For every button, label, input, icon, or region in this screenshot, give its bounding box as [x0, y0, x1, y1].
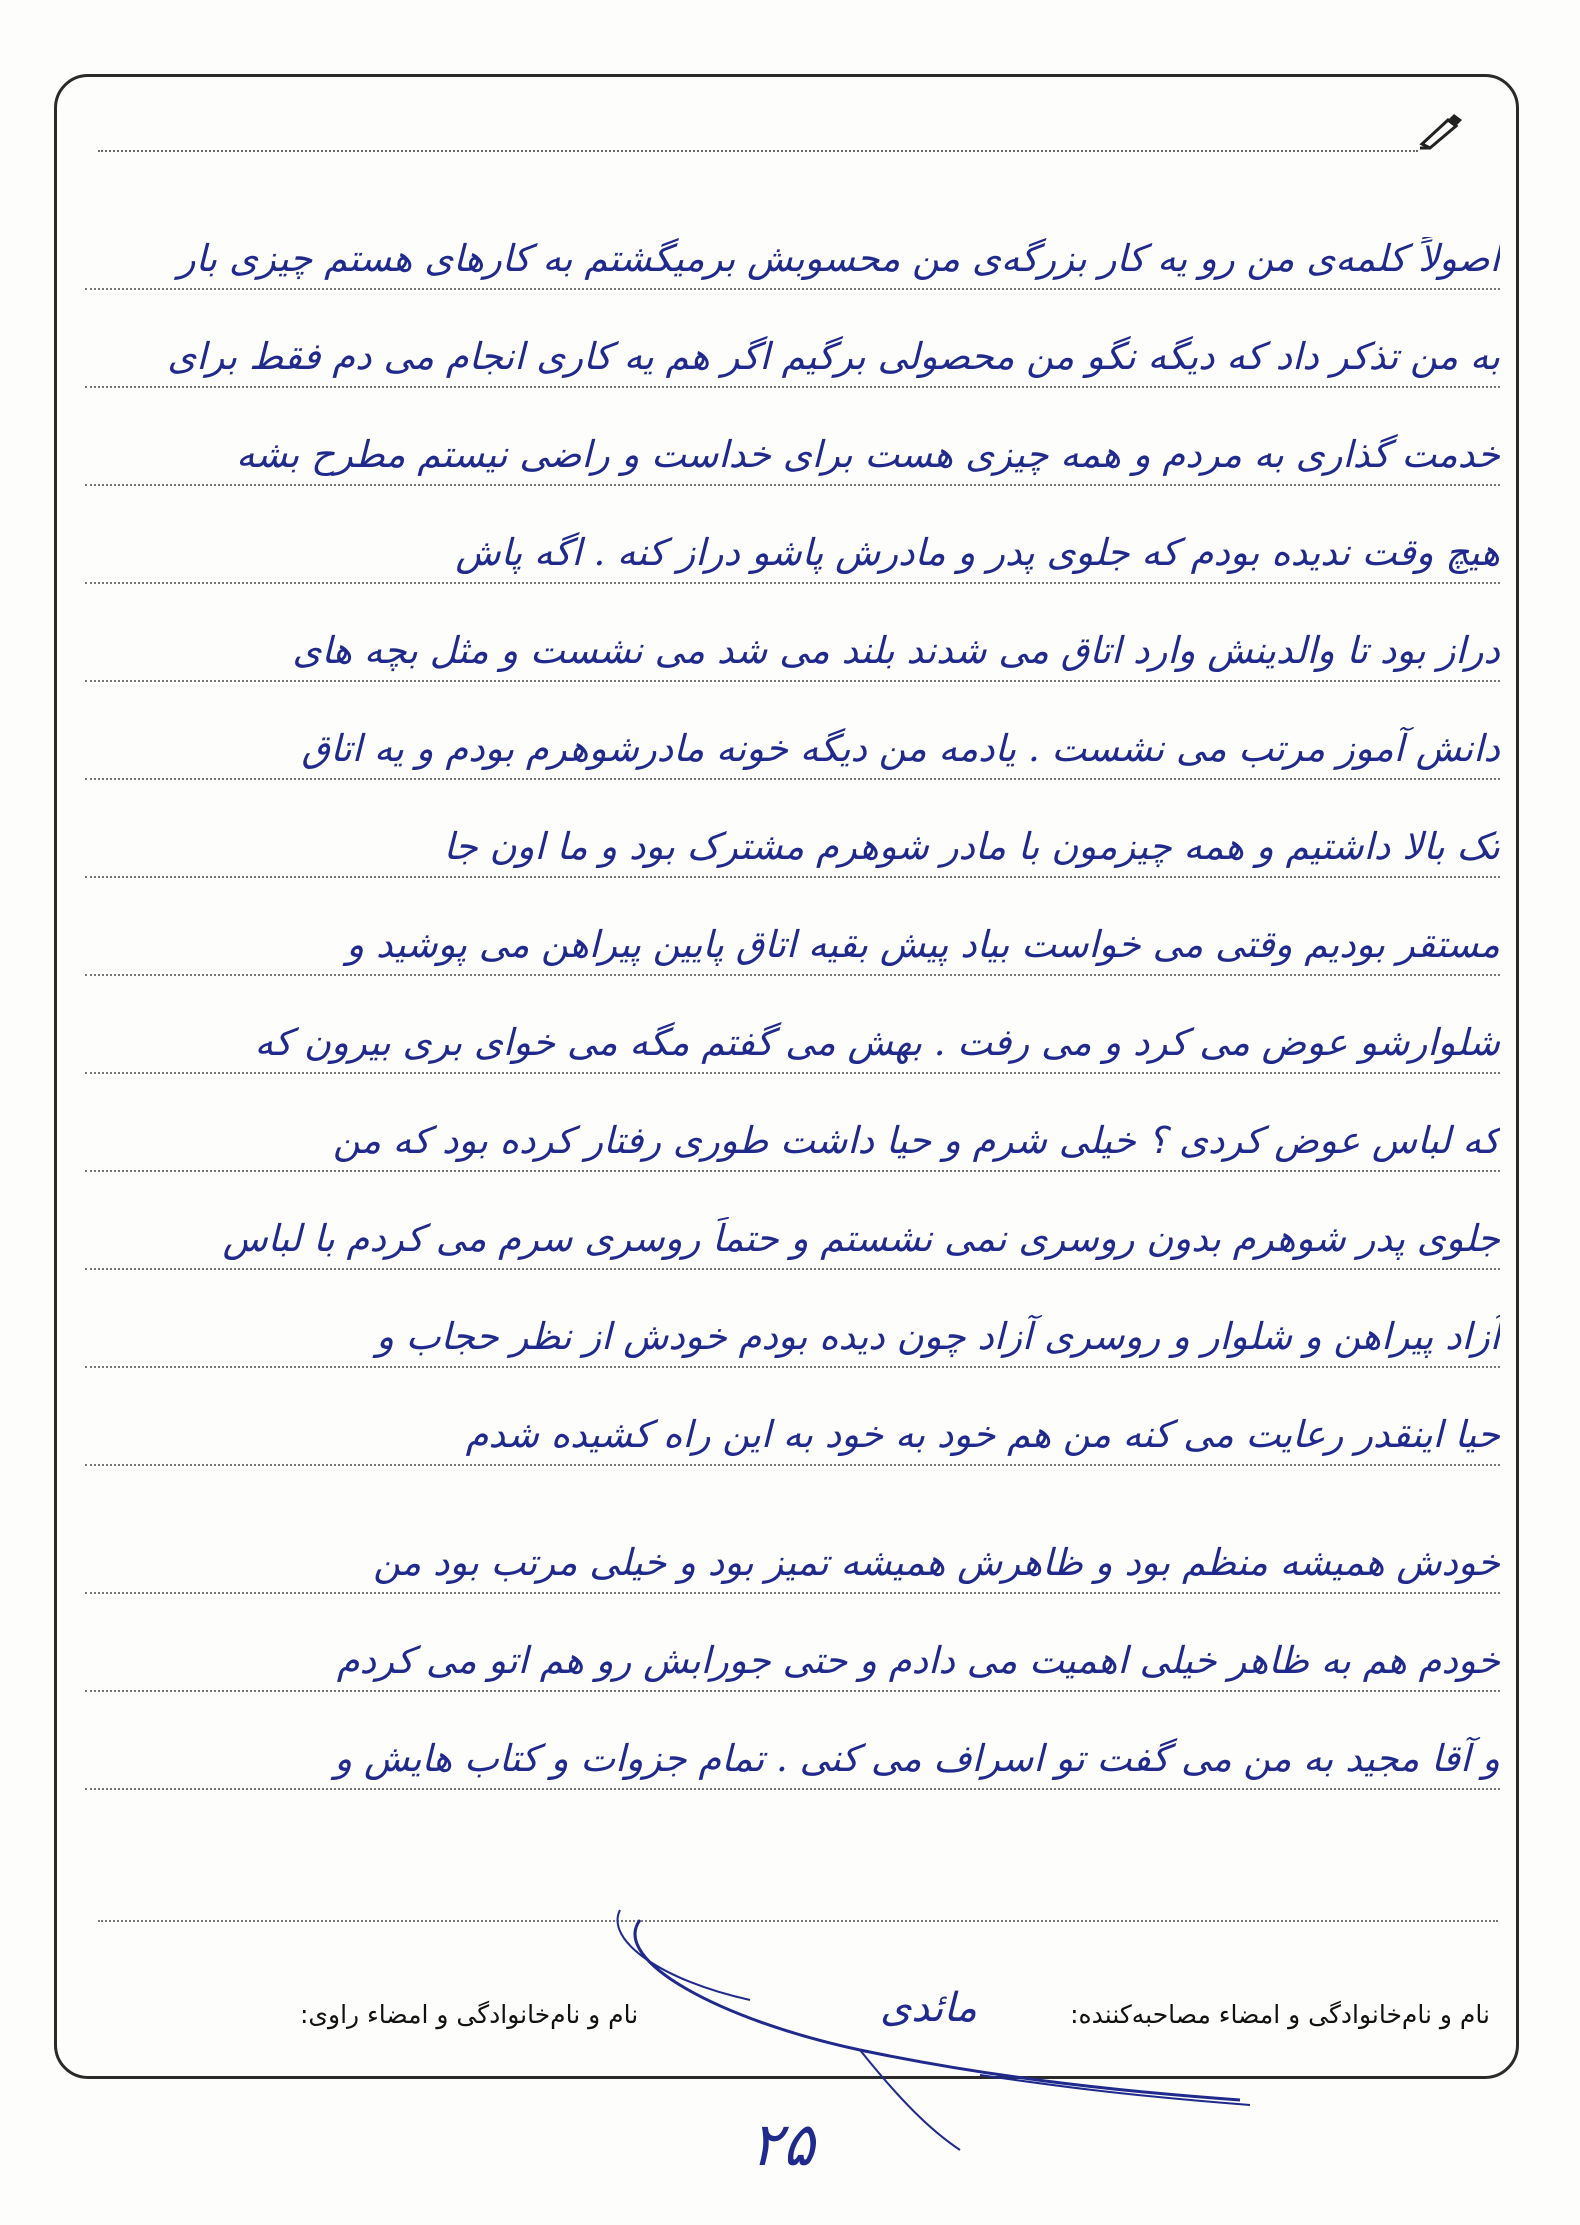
- interviewer-signature-name: مائدی: [880, 1985, 978, 2031]
- handwritten-line: شلوارشو عوض می کرد و می رفت . بهش می گفتم مگه می خوای بری بیرون که: [85, 976, 1500, 1074]
- handwritten-line: تک بالا داشتیم و همه چیزمون با مادر شوهرم مشترک بود و ما اون جا: [85, 780, 1500, 878]
- handwritten-line: خدمت گذاری به مردم و همه چیزی هست برای خداست و راضی نیستم مطرح بشه: [85, 388, 1500, 486]
- handwritten-line: آزاد پیراهن و شلوار و روسری آزاد چون دیده بودم خودش از نظر حجاب و: [85, 1270, 1500, 1368]
- handwritten-line: هیچ وقت ندیده بودم که جلوی پدر و مادرش پاشو دراز کنه . اگه پاش: [85, 486, 1500, 584]
- narrator-signature-label: نام و نام‌خانوادگی و امضاء راوی:: [300, 2000, 639, 2029]
- handwritten-line: به من تذکر داد که دیگه نگو من محصولی برگیم اگر هم یه کاری انجام می دم فقط برای: [85, 290, 1500, 388]
- interviewer-signature-label: نام و نام‌خانوادگی و امضاء مصاحبه‌کننده:: [1070, 2000, 1490, 2029]
- handwritten-line: و آقا مجید به من می گفت تو اسراف می کنی . تمام جزوات و کتاب هایش و: [85, 1692, 1500, 1790]
- handwritten-line: دراز بود تا والدینش وارد اتاق می شدند بلند می شد می نشست و مثل بچه های: [85, 584, 1500, 682]
- handwritten-line: خودم هم به ظاهر خیلی اهمیت می دادم و حتی جورابش رو هم اتو می کردم: [85, 1594, 1500, 1692]
- handwritten-line: جلوی پدر شوهرم بدون روسری نمی نشستم و حتماً روسری سرم می کردم با لباس: [85, 1172, 1500, 1270]
- top-dotted-rule: [98, 150, 1418, 152]
- handwritten-line: دانش آموز مرتب می نشست . یادمه من دیگه خونه مادرشوهرم بودم و یه اتاق: [85, 682, 1500, 780]
- pen-icon: [1418, 110, 1464, 150]
- handwritten-line: اصولاً کلمه‌ی من رو یه کار بزرگه‌ی من محسوبش برمیگشتم به کارهای هستم چیزی بار: [85, 192, 1500, 290]
- handwritten-line: خودش همیشه منظم بود و ظاهرش همیشه تمیز بود و خیلی مرتب بود من: [85, 1496, 1500, 1594]
- page-number: ۲۵: [750, 2110, 815, 2180]
- handwritten-line: که لباس عوض کردی ؟ خیلی شرم و حیا داشت طوری رفتار کرده بود که من: [85, 1074, 1500, 1172]
- handwritten-line: مستقر بودیم وقتی می خواست بیاد پیش بقیه اتاق پایین پیراهن می پوشید و: [85, 878, 1500, 976]
- handwritten-line: حیا اینقدر رعایت می کنه من هم خود به خود به این راه کشیده شدم: [85, 1368, 1500, 1466]
